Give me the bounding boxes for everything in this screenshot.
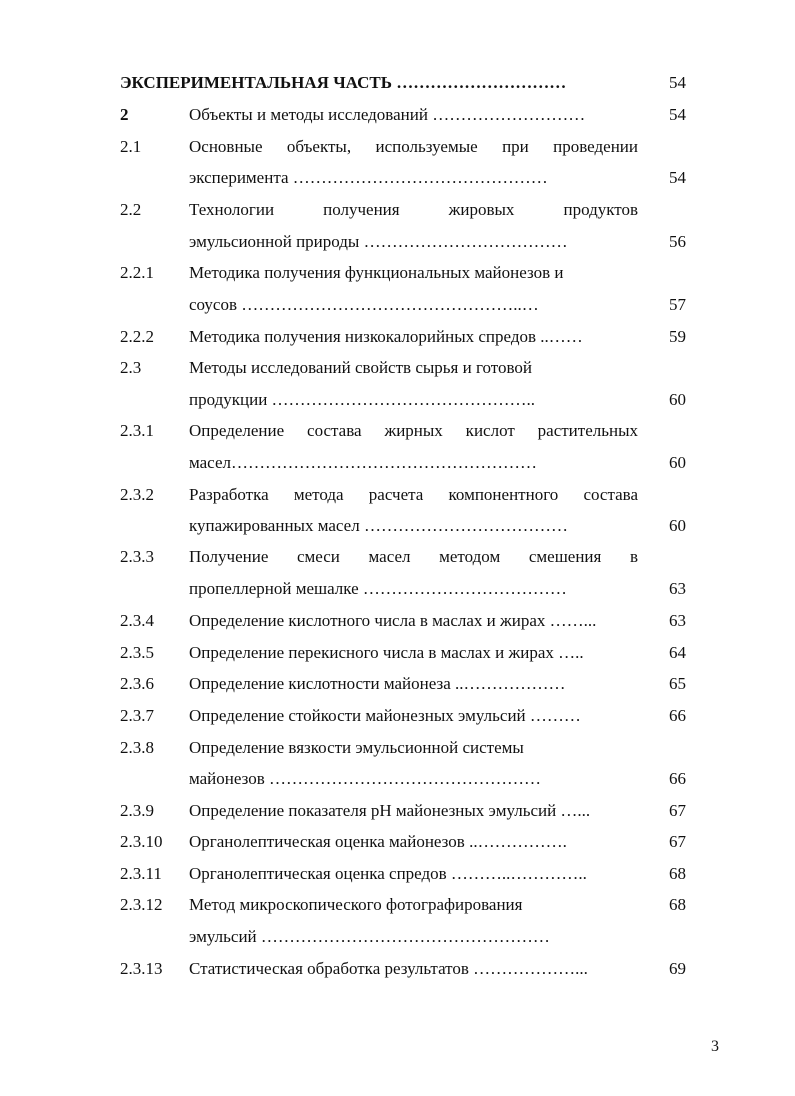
- toc-entry-number: 2.3.11: [120, 864, 162, 883]
- toc-entry-title-continuation: майонезов …………………………………………: [189, 769, 542, 788]
- toc-entry-number: 2.2: [120, 200, 142, 219]
- toc-page-number: 67: [669, 801, 686, 820]
- toc-page-number: 60: [669, 516, 686, 535]
- toc-entry-title: Определение кислотности майонеза ..………………: [189, 674, 566, 693]
- toc-entry: [0, 546, 795, 578]
- toc-page-number: 56: [669, 232, 686, 251]
- toc-entry-continuation: [0, 768, 795, 800]
- toc-page-number: 64: [669, 643, 686, 662]
- toc-page-number: 54: [669, 105, 686, 124]
- toc-entry: [0, 894, 795, 926]
- toc-entry-title: Методика получения низкокалорийных спредов ..……: [189, 327, 583, 346]
- toc-entry-title: Технологии получения жировых продуктов: [189, 200, 638, 219]
- toc-page-number: 67: [669, 832, 686, 851]
- toc-entry-continuation: [0, 389, 795, 421]
- toc-page-number: 63: [669, 579, 686, 598]
- toc-entry: [0, 199, 795, 231]
- toc-entry: [0, 642, 795, 674]
- toc-entry-continuation: [0, 578, 795, 610]
- toc-entry-number: 2.3.13: [120, 959, 163, 978]
- toc-page-number: 68: [669, 864, 686, 883]
- toc-entry: [0, 262, 795, 294]
- toc-entry-number: 2.3.10: [120, 832, 163, 851]
- toc-entry-title: Органолептическая оценка спредов ………..…………..: [189, 864, 587, 883]
- toc-entry: [0, 104, 795, 136]
- toc-entry-title: Методика получения функциональных майонезов и: [189, 263, 564, 282]
- page-footer-number: 3: [711, 1038, 719, 1055]
- toc-entry: [0, 958, 795, 990]
- toc-entry: [0, 420, 795, 452]
- toc-section-row: [0, 72, 795, 104]
- toc-entry: [0, 673, 795, 705]
- toc-page-number: 54: [669, 73, 686, 92]
- toc-entry: [0, 326, 795, 358]
- toc-entry-title-continuation: эксперимента ………………………………………: [189, 168, 548, 187]
- toc-page-number: 60: [669, 453, 686, 472]
- toc-entry-title: Органолептическая оценка майонезов ..…………….: [189, 832, 567, 851]
- toc-entry-number: 2.1: [120, 137, 142, 156]
- toc-entry-number: 2.2.1: [120, 263, 154, 282]
- toc-entry-title-continuation: соусов …………………………………………..…: [189, 295, 539, 314]
- toc-entry-continuation: [0, 294, 795, 326]
- toc-entry-title: Методы исследований свойств сырья и готовой: [189, 358, 532, 377]
- toc-entry-title-continuation: масел………………………………………………: [189, 453, 537, 472]
- toc-entry-number: 2.3.5: [120, 643, 154, 662]
- toc-entry-title-continuation: пропеллерной мешалке ………………………………: [189, 579, 567, 598]
- toc-entry-continuation: [0, 926, 795, 958]
- toc-entry-title: Определение стойкости майонезных эмульсий ………: [189, 706, 581, 725]
- toc-entry: [0, 737, 795, 769]
- toc-entry: [0, 705, 795, 737]
- toc-entry-continuation: [0, 231, 795, 263]
- toc-entry-continuation: [0, 167, 795, 199]
- toc-entry-title: Получение смеси масел методом смешения в: [189, 547, 638, 566]
- toc-entry: [0, 484, 795, 516]
- toc-entry-title: Разработка метода расчета компонентного состава: [189, 485, 638, 504]
- toc-entry-title-continuation: продукции ………………………………………..: [189, 390, 536, 409]
- toc-entry-number: 2.3: [120, 358, 142, 377]
- toc-entry: [0, 357, 795, 389]
- toc-entry-number: 2.3.9: [120, 801, 154, 820]
- toc-page-number: 57: [669, 295, 686, 314]
- toc-entry-title: Определение перекисного числа в маслах и жирах …..: [189, 643, 584, 662]
- toc-entry-number: 2.3.7: [120, 706, 154, 725]
- toc-entry-title: Определение показателя pH майонезных эмульсий …...: [189, 801, 591, 820]
- toc-entry: [0, 610, 795, 642]
- toc-entry-number: 2.3.1: [120, 421, 154, 440]
- toc-entry: [0, 136, 795, 168]
- toc-page-number: 60: [669, 390, 686, 409]
- toc-entry-title: Объекты и методы исследований ………………………: [189, 105, 586, 124]
- toc-entry: [0, 863, 795, 895]
- toc-page-number: 54: [669, 168, 686, 187]
- toc-entry-title: Определение вязкости эмульсионной системы: [189, 738, 524, 757]
- toc-entry-number: 2.3.6: [120, 674, 154, 693]
- toc-entry-continuation: [0, 515, 795, 547]
- toc-entry: [0, 831, 795, 863]
- toc-page-number: 65: [669, 674, 686, 693]
- toc-page-number: 63: [669, 611, 686, 630]
- toc-entry-continuation: [0, 452, 795, 484]
- toc-entry-number: 2.3.3: [120, 547, 154, 566]
- toc-entry-title: Определение кислотного числа в маслах и жирах ……...: [189, 611, 597, 630]
- toc-entry-title: Статистическая обработка результатов ………………...: [189, 959, 588, 978]
- toc-page-number: 68: [669, 895, 686, 914]
- toc-entry-title: Определение состава жирных кислот растительных: [189, 421, 638, 440]
- toc-entry-number: 2.3.8: [120, 738, 154, 757]
- toc-section-title: ЭКСПЕРИМЕНТАЛЬНАЯ ЧАСТЬ …………………………: [120, 73, 567, 92]
- toc-entry-number: 2.3.4: [120, 611, 154, 630]
- toc-page-number: 66: [669, 769, 686, 788]
- toc-entry-number: 2: [120, 105, 129, 124]
- toc-entry-title: Метод микроскопического фотографирования: [189, 895, 523, 914]
- toc-entry-title-continuation: эмульсионной природы ………………………………: [189, 232, 568, 251]
- toc-entry: [0, 800, 795, 832]
- toc-entry-title: Основные объекты, используемые при проведении: [189, 137, 638, 156]
- toc-entry-title-continuation: купажированных масел ………………………………: [189, 516, 568, 535]
- toc-entry-number: 2.3.12: [120, 895, 163, 914]
- toc-page-number: 66: [669, 706, 686, 725]
- toc-page-number: 59: [669, 327, 686, 346]
- toc-entry-number: 2.3.2: [120, 485, 154, 504]
- toc-page-number: 69: [669, 959, 686, 978]
- toc-entry-number: 2.2.2: [120, 327, 154, 346]
- toc-entry-title-continuation: эмульсий ……………………………………………: [189, 927, 550, 946]
